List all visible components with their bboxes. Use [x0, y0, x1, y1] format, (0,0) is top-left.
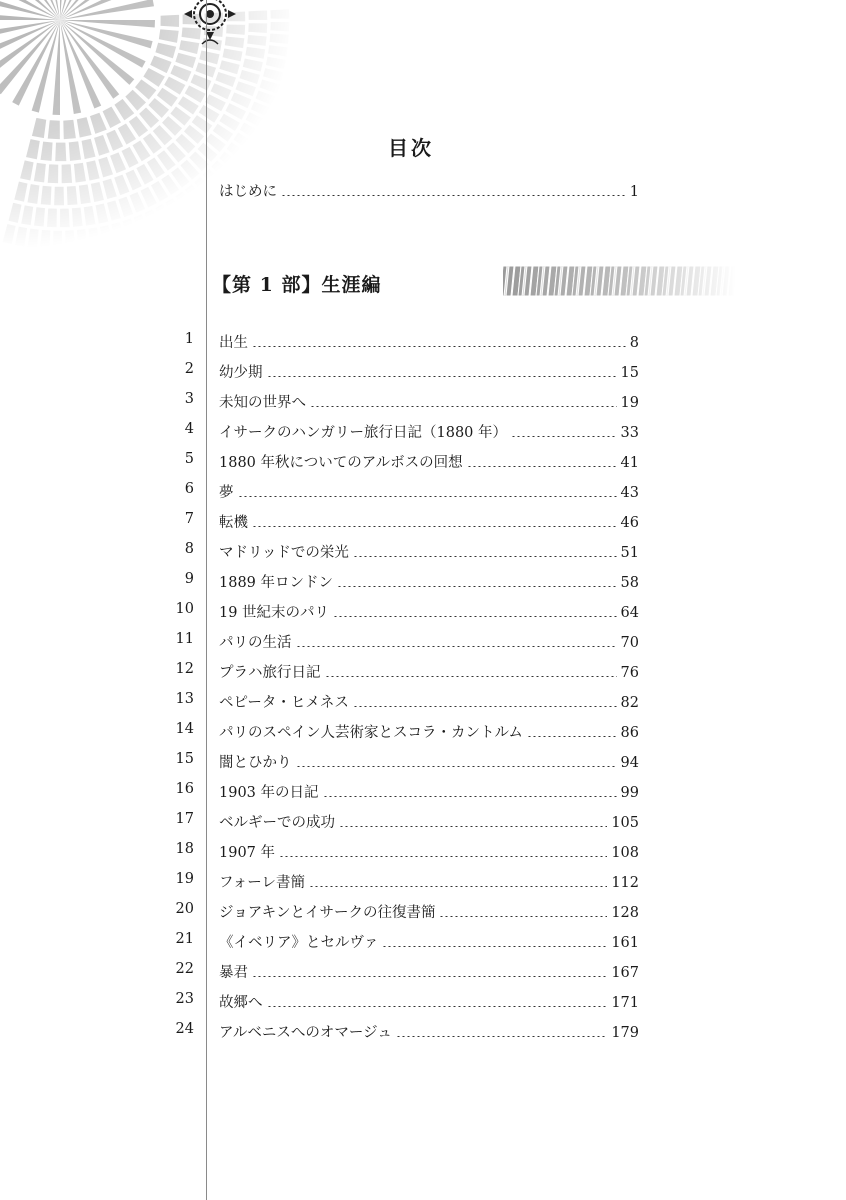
toc-entry-page: 76	[620, 665, 639, 681]
toc-entry-label: 1903 年の日記	[219, 785, 319, 801]
toc-entry-page: 108	[611, 845, 639, 861]
leader-dots	[267, 376, 617, 377]
toc-entry-page: 8	[629, 335, 639, 351]
mosaic-ornament	[0, 0, 300, 250]
toc-intro-row[interactable]	[219, 180, 639, 202]
toc-entry-page: 43	[620, 485, 639, 501]
leader-dots	[309, 886, 607, 887]
toc-entry-label: 1889 年ロンドン	[219, 575, 334, 591]
toc-entry-page: 58	[620, 575, 639, 591]
toc-entry-row[interactable]	[219, 631, 639, 653]
toc-entry-number: 21	[175, 931, 194, 947]
leader-dots	[353, 556, 617, 557]
leader-dots	[238, 496, 617, 497]
toc-entry-label: 幼少期	[219, 365, 263, 381]
leader-dots	[310, 406, 617, 407]
toc-entry-number: 23	[175, 991, 194, 1007]
toc-entry-label: マドリッドでの栄光	[219, 545, 349, 561]
toc-entry-number: 9	[184, 571, 194, 587]
toc-entry-row[interactable]	[219, 511, 639, 533]
toc-entry-page: 161	[611, 935, 639, 951]
toc-entry-number: 14	[175, 721, 194, 737]
leader-dots	[467, 466, 617, 467]
leader-dots	[333, 616, 616, 617]
toc-entry-row[interactable]	[219, 541, 639, 563]
toc-entry-page: 82	[620, 695, 639, 711]
leader-dots	[281, 195, 626, 196]
toc-entry-number: 11	[175, 631, 194, 647]
toc-entry-page: 128	[611, 905, 639, 921]
leader-dots	[323, 796, 617, 797]
toc-entry-page: 15	[620, 365, 639, 381]
toc-entry-row[interactable]	[219, 781, 639, 803]
leader-dots	[511, 436, 617, 437]
toc-entry-label: 暴君	[219, 965, 248, 981]
leader-dots	[527, 736, 617, 737]
toc-entry-number: 13	[175, 691, 194, 707]
toc-entry-label: 闇とひかり	[219, 755, 292, 771]
toc-entry-row[interactable]	[219, 601, 639, 623]
toc-entry-number: 20	[175, 901, 194, 917]
toc-entry-number: 24	[175, 1021, 194, 1037]
leader-dots	[252, 526, 617, 527]
toc-entry-row[interactable]	[219, 751, 639, 773]
toc-entry-label: 1907 年	[219, 845, 276, 861]
toc-entry-row[interactable]	[219, 871, 639, 893]
toc-entry-number: 10	[175, 601, 194, 617]
leader-dots	[267, 1006, 608, 1007]
toc-entry-number: 22	[175, 961, 194, 977]
toc-entry-label: ジョアキンとイサークの往復書簡	[219, 905, 436, 921]
toc-entry-number: 19	[175, 871, 194, 887]
vertical-rule	[206, 0, 207, 1200]
toc-entry-row[interactable]	[219, 691, 639, 713]
toc-entry-page: 33	[620, 425, 639, 441]
toc-entry-row[interactable]	[219, 661, 639, 683]
page-title: 目次	[388, 136, 434, 160]
toc-entry-label: イサークのハンガリー旅行日記（1880 年）	[219, 425, 508, 441]
part-heading: 【第 1 部】生涯編	[212, 274, 382, 296]
toc-entry-row[interactable]	[219, 721, 639, 743]
toc-entry-page: 70	[620, 635, 639, 651]
toc-entry-label: 転機	[219, 515, 248, 531]
toc-entry-row[interactable]	[219, 481, 639, 503]
toc-entry-page: 105	[611, 815, 639, 831]
toc-entry-number: 5	[184, 451, 194, 467]
toc-entry-label: 故郷へ	[219, 995, 263, 1011]
toc-entry-label: ペピータ・ヒメネス	[219, 695, 349, 711]
toc-entry-page: 86	[620, 725, 639, 741]
toc-entry-number: 16	[175, 781, 194, 797]
toc-entry-page: 19	[620, 395, 639, 411]
leader-dots	[279, 856, 607, 857]
mosaic-band	[503, 266, 736, 296]
toc-entry-label: 未知の世界へ	[219, 395, 306, 411]
toc-entry-row[interactable]	[219, 391, 639, 413]
toc-entry-number: 2	[184, 361, 194, 377]
leader-dots	[296, 766, 617, 767]
leader-dots	[337, 586, 617, 587]
toc-entry-page: 99	[620, 785, 639, 801]
toc-entry-row[interactable]	[219, 361, 639, 383]
leader-dots	[439, 916, 607, 917]
toc-entry-number: 12	[175, 661, 194, 677]
leader-dots	[353, 706, 617, 707]
toc-entry-page: 51	[620, 545, 639, 561]
toc-entry-label: ベルギーでの成功	[219, 815, 335, 831]
toc-entry-number: 1	[184, 331, 194, 347]
toc-entry-page: 94	[620, 755, 639, 771]
toc-entry-number: 15	[175, 751, 194, 767]
toc-entry-row[interactable]	[219, 451, 639, 473]
toc-entry-row[interactable]	[219, 571, 639, 593]
toc-entry-label: 出生	[219, 335, 248, 351]
toc-entry-page: 112	[611, 875, 639, 891]
toc-entry-page: 41	[620, 455, 639, 471]
leader-dots	[325, 676, 617, 677]
toc-entry-label: 1880 年秋についてのアルボスの回想	[219, 455, 463, 471]
toc-entry-number: 6	[184, 481, 194, 497]
toc-entry-number: 8	[184, 541, 194, 557]
toc-entry-number: 3	[184, 391, 194, 407]
leader-dots	[339, 826, 607, 827]
leader-dots	[252, 346, 626, 347]
toc-entry-row[interactable]	[219, 961, 639, 983]
toc-entry-row[interactable]	[219, 901, 639, 923]
toc-entry-label: 夢	[219, 485, 234, 501]
toc-entry-label: プラハ旅行日記	[219, 665, 321, 681]
toc-entry-number: 18	[175, 841, 194, 857]
toc-entry-row[interactable]	[219, 991, 639, 1013]
toc-entry-label: フォーレ書簡	[219, 875, 305, 891]
toc-entry-label: 《イベリア》とセルヴァ	[219, 935, 379, 951]
toc-entry-page: 46	[620, 515, 639, 531]
leader-dots	[296, 646, 617, 647]
toc-intro-label: はじめに	[219, 184, 277, 200]
toc-entry-row[interactable]	[219, 811, 639, 833]
toc-entry-row[interactable]	[219, 931, 639, 953]
toc-entry-label: 19 世紀末のパリ	[219, 605, 330, 621]
toc-entry-number: 7	[184, 511, 194, 527]
toc-entry-page: 179	[611, 1025, 639, 1041]
toc-entry-page: 171	[611, 995, 639, 1011]
toc-intro-page: 1	[629, 184, 639, 200]
toc-entry-row[interactable]	[219, 841, 639, 863]
toc-entry-page: 64	[620, 605, 639, 621]
leader-dots	[396, 1036, 607, 1037]
toc-entry-number: 17	[175, 811, 194, 827]
toc-entry-label: パリの生活	[219, 635, 292, 651]
toc-entry-label: パリのスペイン人芸術家とスコラ・カントルム	[219, 725, 523, 741]
leader-dots	[252, 976, 607, 977]
toc-entry-number: 4	[184, 421, 194, 437]
toc-entry-label: アルベニスへのオマージュ	[219, 1025, 392, 1041]
toc-entry-row[interactable]	[219, 421, 639, 443]
leader-dots	[382, 946, 607, 947]
toc-entry-page: 167	[611, 965, 639, 981]
toc-entry-row[interactable]	[219, 1021, 639, 1043]
toc-entry-row[interactable]	[219, 331, 639, 353]
